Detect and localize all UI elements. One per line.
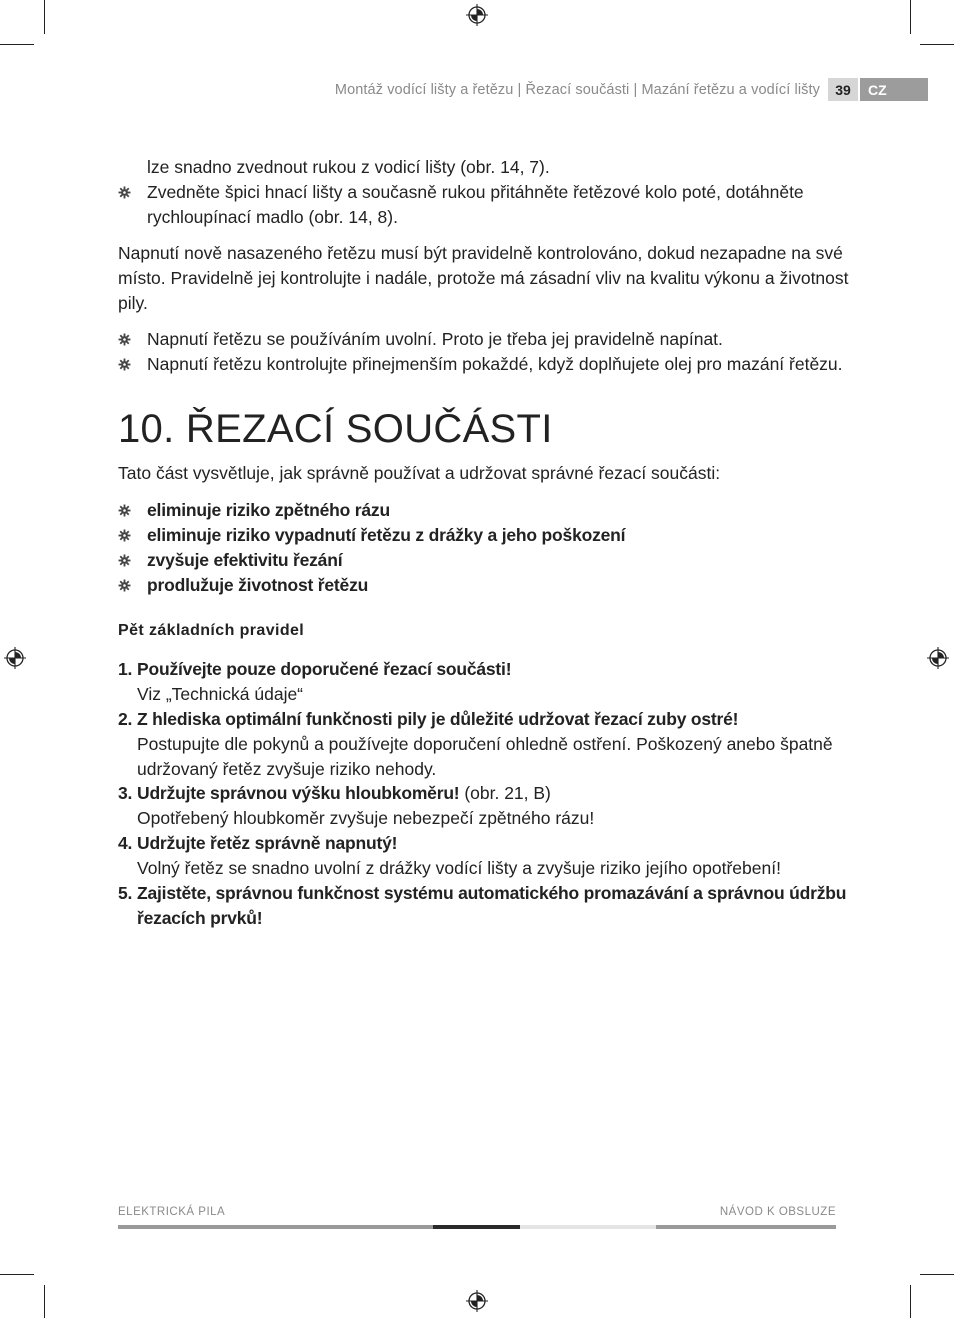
list-item: Napnutí řetězu kontrolujte přinejmenším pokaždé, když doplňujete olej pro mazání řetězu.	[147, 354, 843, 374]
rule-number: 2.	[118, 709, 133, 729]
crop-mark-top-left-h	[0, 44, 34, 45]
header-breadcrumb: Montáž vodící lišty a řetězu | Řezací součásti | Mazání řetězu a vodící lišty	[334, 82, 820, 98]
registration-mark-icon	[466, 4, 488, 26]
crop-mark-bottom-left-v	[44, 1285, 45, 1318]
list-item-continuation: rychloupínací madlo (obr. 14, 8).	[147, 207, 398, 227]
registration-mark-icon	[4, 647, 26, 669]
gear-bullet-icon	[118, 554, 131, 567]
paragraph-line: Napnutí nově nasazeného řetězu musí být pravidelně kontrolováno, dokud nezapadne na své	[118, 243, 843, 263]
gear-bullet-icon	[118, 504, 131, 517]
list-item: eliminuje riziko zpětného rázu	[147, 500, 390, 520]
crop-mark-top-right-h	[920, 44, 954, 45]
list-item: prodlužuje životnost řetězu	[147, 575, 369, 595]
language-tab: CZ	[860, 78, 928, 101]
registration-mark-icon	[927, 647, 949, 669]
crop-mark-bottom-right-v	[910, 1285, 911, 1318]
crop-mark-bottom-left-h	[0, 1274, 34, 1275]
rule-title: Udržujte správnou výšku hloubkoměru!	[137, 783, 460, 803]
figure-reference: (obr. 21, B)	[459, 783, 551, 803]
rule-text: Volný řetěz se snadno uvolní z drážky vodící lišty a zvyšuje riziko jejího opotřebení!	[137, 858, 781, 878]
list-item: Napnutí řetězu se používáním uvolní. Proto je třeba jej pravidelně napínat.	[147, 329, 723, 349]
gear-bullet-icon	[118, 358, 131, 371]
gear-bullet-icon	[118, 333, 131, 346]
rule-number: 3.	[118, 783, 133, 803]
subheading: Pět základních pravidel	[118, 622, 305, 639]
list-item: Zvedněte špici hnací lišty a současně rukou přitáhněte řetězové kolo poté, dotáhněte	[147, 182, 804, 202]
footer-bar-segment	[520, 1225, 656, 1229]
rule-title: Udržujte řetěz správně napnutý!	[137, 833, 398, 853]
list-item: zvyšuje efektivitu řezání	[147, 550, 343, 570]
rule-number: 4.	[118, 833, 133, 853]
footer-doc-type: NÁVOD K OBSLUZE	[719, 1206, 836, 1218]
rule-text: udržovaný řetěz zvyšuje riziko nehody.	[137, 759, 437, 779]
section-lead: Tato část vysvětluje, jak správně používat a udržovat správné řezací součásti:	[118, 463, 721, 483]
rule-number: 1.	[118, 659, 133, 679]
gear-bullet-icon	[118, 186, 131, 199]
paragraph-line: pily.	[118, 293, 148, 313]
rule-text: Opotřebený hloubkoměr zvyšuje nebezpečí zpětného rázu!	[137, 808, 595, 828]
crop-mark-bottom-right-h	[920, 1274, 954, 1275]
rule-title: Zajistěte, správnou funkčnost systému automatického promazávání a správnou údržbu	[137, 883, 847, 903]
rule-title-line	[137, 781, 551, 806]
footer-product: ELEKTRICKÁ PILA	[118, 1206, 226, 1218]
crop-mark-top-right-v	[910, 0, 911, 34]
gear-bullet-icon	[118, 529, 131, 542]
rule-number: 5.	[118, 883, 133, 903]
crop-mark-top-left-v	[44, 0, 45, 34]
paragraph-line: místo. Pravidelně jej kontrolujte i nadále, protože má zásadní vliv na kvalitu výkonu a životnost	[118, 268, 849, 288]
footer-bar-segment	[118, 1225, 433, 1229]
rule-title: Používejte pouze doporučené řezací součásti!	[137, 659, 512, 679]
section-title: 10. ŘEZACÍ SOUČÁSTI	[118, 407, 553, 451]
footer-bar-segment	[433, 1225, 520, 1229]
rule-title: Z hlediska optimální funkčnosti pily je důležité udržovat řezací zuby ostré!	[137, 709, 739, 729]
registration-mark-icon	[466, 1290, 488, 1312]
rule-text: Postupujte dle pokynů a používejte doporučení ohledně ostření. Poškozený anebo špatně	[137, 734, 833, 754]
page-number: 39	[828, 78, 858, 101]
list-item: eliminuje riziko vypadnutí řetězu z drážky a jeho poškození	[147, 525, 626, 545]
rule-title-continuation: řezacích prvků!	[137, 908, 263, 928]
gear-bullet-icon	[118, 579, 131, 592]
rule-text: Viz „Technická údaje“	[137, 684, 304, 704]
footer-bar-segment	[656, 1225, 836, 1229]
intro-line: lze snadno zvednout rukou z vodicí lišty (obr. 14, 7).	[147, 157, 550, 177]
